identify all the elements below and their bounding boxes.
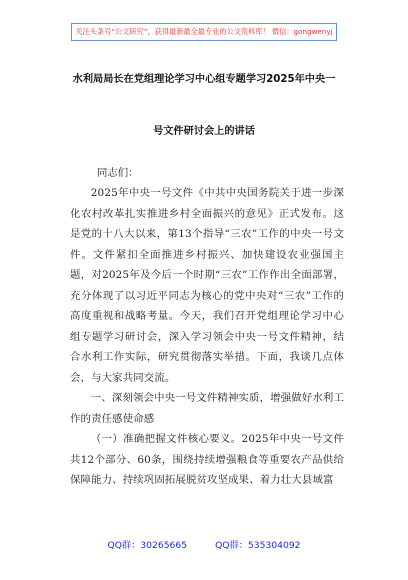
footer <box>0 537 408 551</box>
paragraph-intro: 2025年中央一号文件《中共中央国务院关于进一步深化农村改革扎实推进乡村全面振兴的意见》正式发布。这是党的十八大以来，第13个指导“三农”工作的中央一号文件。文件紧扣全面推进乡村振兴、加快建设农业强国主题，对2025年及今后一个时期“三农”工作作出全面部署，充分体现了以习近平同志为核心的党中央对“三农”工作的高度重视和战略考量。今天，我们召开党组理论学习中心组专题学习研讨会，深入学习领会中央一号文件精神，结合水利工作实际，研究贯彻落实举措。下面，我谈几点体会，与大家共同交流。 <box>70 187 344 384</box>
document-title-line-1: 水利局局长在党组理论学习中心组专题学习2025年中央一 <box>72 74 336 85</box>
promo-banner-text: 关注头条号“公文研究”，获得最新最全最专业的公文资料库！ 微信：gongwenyj <box>75 27 333 36</box>
document-body <box>70 183 344 491</box>
document-title-line-2: 号文件研讨会上的讲话 <box>153 126 255 137</box>
footer-qq-group-2: QQ群：535304092 <box>215 540 301 551</box>
footer-qq-group-1: QQ群：30265665 <box>107 540 188 551</box>
section-heading-1: 一、深刻领会中央一号文件精神实质，增强做好水利工作的责任感使命感 <box>70 392 344 425</box>
greeting: 同志们： <box>97 167 139 179</box>
promo-banner <box>71 23 337 41</box>
paragraph-subsection-1: （一）准确把握文件核心要义。2025年中央一号文件共12个部分、60条，围绕持续增强粮食等重要农产品供给保障能力、持续巩固拓展脱贫攻坚成果、着力壮大县域富 <box>70 433 344 486</box>
